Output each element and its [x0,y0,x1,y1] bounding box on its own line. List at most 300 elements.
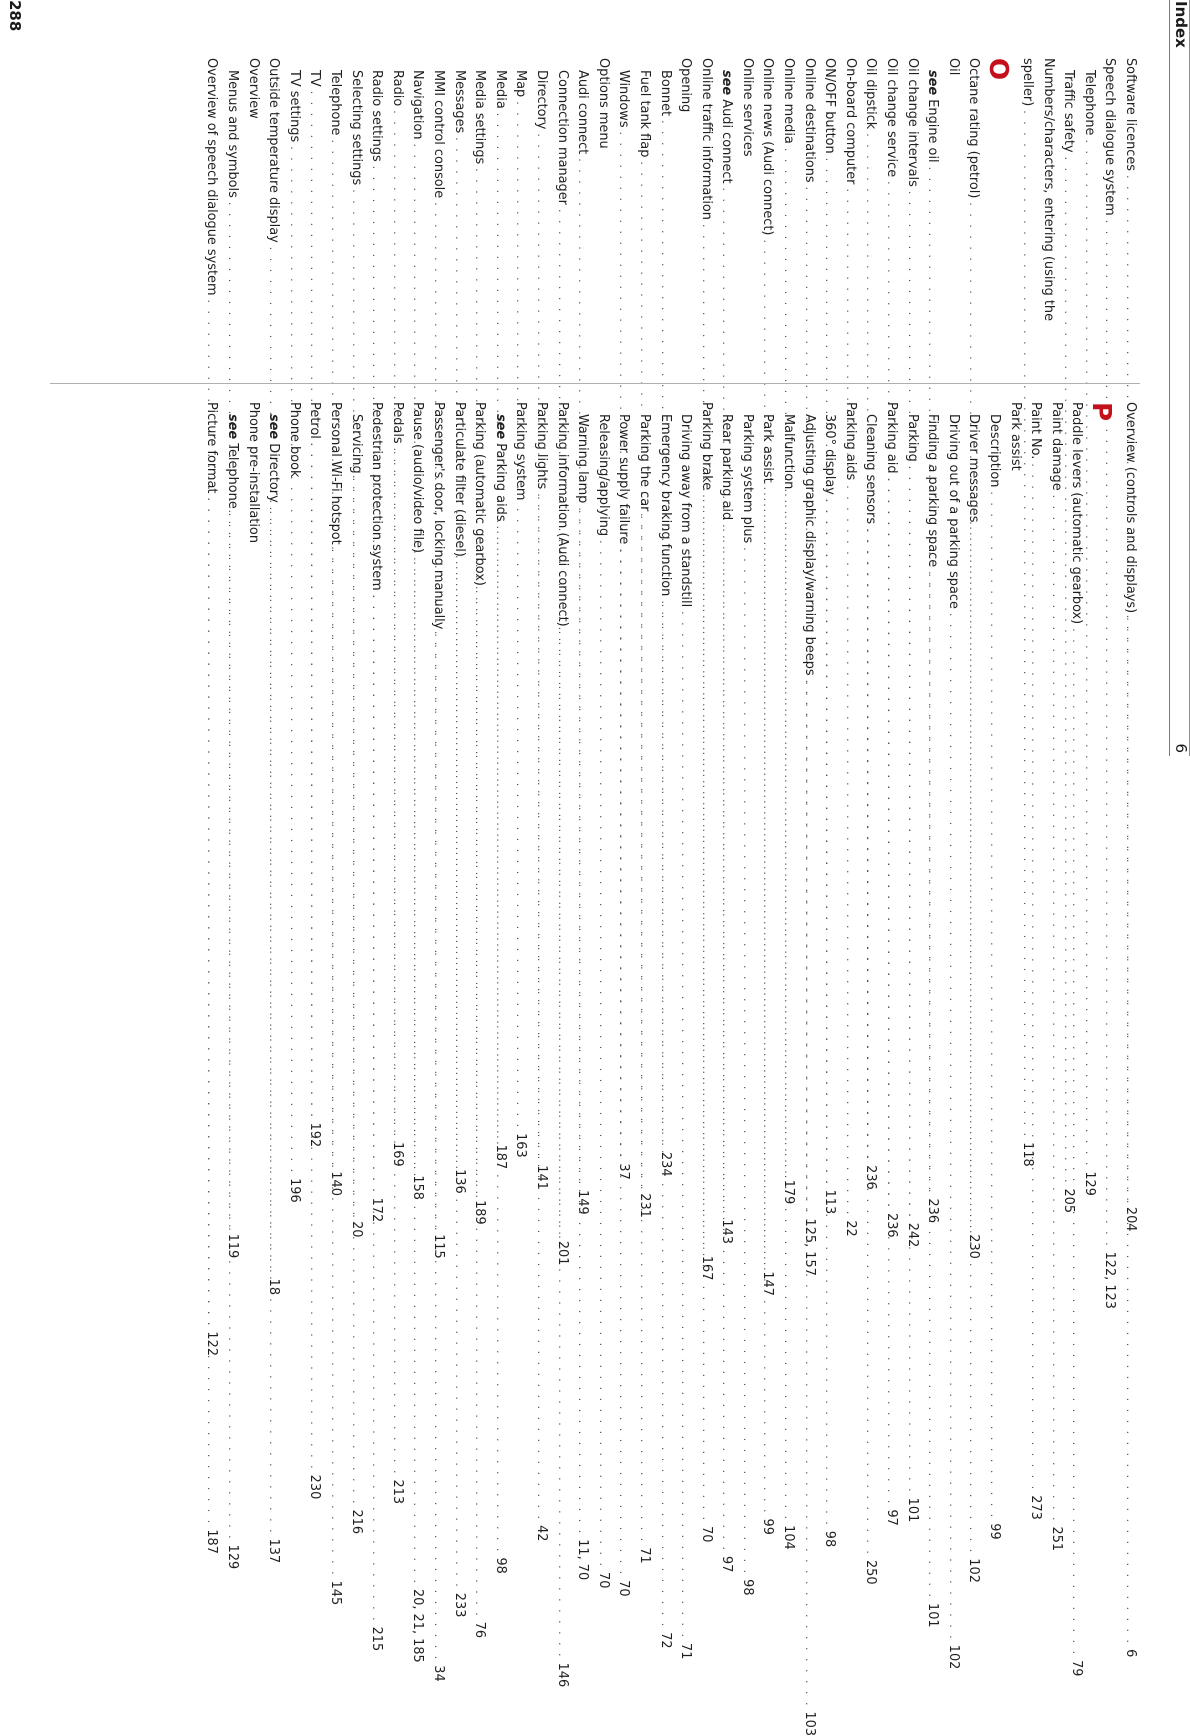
index-page-reference[interactable]: 70 [595,1572,611,1589]
index-page-reference[interactable]: 70 [698,1526,714,1543]
index-entry-text: Parking (automatic gearbox) [472,402,488,586]
index-entry-text: Parking brake [698,402,714,491]
index-entry-text: Audi connect [719,99,735,184]
index-entry-text: Online media [781,58,797,144]
index-entry-text: Overview (controls and displays) [1123,402,1138,614]
index-entry-term [1119,402,1140,613]
index-heading: Numbers/characters, entering (using the [1040,58,1056,321]
index-page-reference[interactable]: 242 [904,1222,920,1248]
index-entry-text: Parking aids [492,443,508,522]
index-entry-term [407,402,428,553]
index-entry-term [922,70,943,163]
index-entry-term [572,70,593,154]
index-entry-term [819,58,840,154]
index-entry-text: On-board computer [842,58,858,185]
index-entry-term [469,402,490,586]
index-entry-text: Finding a parking space [925,414,941,568]
index-entry-text: Octane rating (petrol) [966,58,982,199]
index-entry-text: Outside temperature display [266,58,282,243]
index-entry-text: Directory [533,70,549,130]
leader-dots [1045,495,1066,1523]
index-page-reference[interactable]: 167 [698,1255,714,1281]
leader-dots [798,680,819,1708]
see-reference-label: see [266,414,282,440]
index-entry-term [469,70,490,164]
index-entry-text: TV [307,70,323,87]
index-page-reference[interactable]: 22 [842,1220,858,1237]
index-page-reference[interactable]: 71 [636,1547,652,1564]
index-page-reference[interactable]: 204 [1123,1206,1138,1232]
index-page-reference[interactable]: 104 [781,1525,797,1550]
index-entry-term [675,414,696,607]
index-entry-term [963,414,984,522]
index-page-reference[interactable]: 11, 70 [575,1539,591,1581]
index-entry-term [304,402,325,439]
index-entry-term [736,414,757,543]
index-page-reference[interactable]: 98 [739,1579,755,1596]
index-page-reference[interactable]: 141 [533,1165,549,1190]
leader-dots [695,494,716,1522]
index-entry-term [839,58,860,184]
index-entry[interactable] [675,402,696,1660]
index-entry-text: Navigation [410,70,426,140]
section-letter: P [1086,402,1117,422]
index-entry-text: Menus and symbols [225,70,241,198]
leader-dots [551,631,572,1659]
index-entry-term [922,414,943,567]
index-entry-term [263,58,284,243]
index-entry[interactable] [304,58,325,1148]
index-entry-text: Parking aid [884,402,900,474]
index-entry-text: Messages [451,70,467,134]
index-entry-term [324,70,345,135]
leader-dots [489,526,510,1554]
index-entry-text: ON/OFF button [822,58,838,154]
index-entry[interactable] [1099,58,1120,1309]
index-entry-term [1058,70,1079,153]
leader-dots [736,547,757,1575]
leader-dots [304,443,325,1471]
index-entry-text: Parking information (Audi connect) [554,402,570,627]
index-entry-term [530,402,551,489]
index-entry-term [633,414,654,511]
leader-dots [427,633,448,1661]
index-entry-text: Pedestrian protection system [369,402,385,591]
index-entry-term [366,402,387,591]
see-reference-label: see [925,70,941,96]
index-entry-term [386,70,407,106]
index-entry-term [345,70,366,185]
leader-dots [675,611,696,1639]
index-entry-term [1099,58,1120,216]
index-entry-term [613,70,634,128]
index-entry-term [201,58,222,296]
index-entry-term [530,70,551,129]
index-entry-text: Radio settings [369,70,385,162]
index-entry-text: Picture format [204,402,220,494]
index-page-reference[interactable]: 230 [966,1234,982,1259]
index-entry-text: Telephone [1081,70,1097,136]
index-page-reference[interactable]: 149 [575,1190,591,1215]
index-entry-text: Oil dipstick [863,58,879,130]
leader-dots [633,515,654,1543]
index-entry-text: Media settings [472,70,488,165]
index-page-reference[interactable]: 98 [492,1557,508,1574]
index-entry-text: Parking system plus [739,414,755,544]
index-page-reference[interactable]: 71 [678,1643,694,1660]
index-heading: Parking aids [842,402,858,481]
index-page-reference[interactable]: 99 [760,1518,776,1535]
index-page-reference[interactable]: 169 [389,1142,405,1167]
page-title: Index [1172,1,1190,48]
index-entry-term [757,58,778,235]
index-entry-text: Rear parking aid [719,414,735,521]
index-page-reference[interactable]: 192 [307,1122,323,1148]
index-entry-term [386,402,407,444]
index-entry-term [489,414,510,522]
index-entry-text: Windows [616,70,632,128]
index-entry-text: Driving away from a standstill [678,414,694,608]
index-entry-term [613,414,634,544]
index-page-reference[interactable]: 236 [884,1213,900,1238]
index-entry-term [201,402,222,493]
index-entry[interactable] [983,402,1004,1540]
index-entry-term [819,414,840,495]
page-number: 288 [6,0,24,32]
index-heading: Opening [678,58,694,113]
index-entry-text: speller) [1020,58,1036,107]
index-entry-text: Particulate filter (diesel) [451,402,467,557]
leader-dots [592,540,613,1568]
index-heading: Options menu [595,58,611,149]
leader-dots [221,513,242,1541]
index-page-reference[interactable]: 236 [925,1198,941,1224]
index-entry-text: Paddle levers (automatic gearbox) [1069,402,1085,625]
index-page-reference[interactable]: 18 [266,1278,282,1296]
index-entry-text: Directory [266,443,282,503]
index-entry-text: Selecting settings [348,70,364,186]
index-entry-term [407,70,428,140]
index-heading: Online services [739,58,755,157]
index-page-reference[interactable]: 213 [389,1479,405,1505]
leader-dots [386,448,407,1476]
leader-dots [366,595,387,1623]
index-entry-term [716,414,737,520]
index-page-reference[interactable]: 196 [286,1178,302,1203]
index-page-reference[interactable]: 179 [781,1179,797,1205]
index-entry-term [345,414,366,474]
leader-dots [448,561,469,1589]
see-reference-label: see [225,414,241,440]
index-entry-text: Telephone [328,70,344,136]
index-entry-term [366,70,387,162]
index-page-reference[interactable]: 147 [760,1271,776,1296]
index-page-reference[interactable]: 125, 157 [801,1218,817,1276]
index-page-reference[interactable]: 102 [966,1558,982,1583]
index-entry-text: Online traffic information [698,58,714,220]
index-entry-term [798,58,819,183]
index-page-reference[interactable]: 163 [513,1133,529,1158]
see-reference-label: see [492,414,508,440]
index-entry-text: Emergency braking function [657,414,673,597]
index-entry-text: Pause (audio/video file) [410,402,426,554]
leader-dots [613,548,634,1576]
index-page-reference[interactable]: 273 [1028,1495,1044,1520]
leader-dots [1066,628,1087,1656]
index-entry-text: Telephone [225,443,241,509]
index-page-reference[interactable]: 146 [554,1662,570,1688]
leader-dots [263,507,284,1535]
index-page-reference[interactable]: 101 [925,1603,941,1628]
index-page-reference[interactable]: 101 [904,1497,920,1523]
index-entry-term [880,402,901,474]
index-entry-text: Releasing/applying [595,414,611,537]
index-entry-text: Audi connect [575,70,591,155]
index-entry-text: Personal Wi-Fi hotspot [328,402,344,545]
index-heading: Parking system [513,402,529,501]
leader-dots [654,600,675,1628]
index-entry-term [1045,402,1066,491]
index-entry-term [880,58,901,177]
column-divider [50,383,1140,384]
index-page-reference[interactable]: 140 [328,1171,344,1196]
index-heading: Oil [945,58,961,76]
index-page-reference[interactable]: 231 [636,1193,652,1218]
index-entry-text: Oil change service [884,58,900,178]
index-entry-text: Parking the car [636,414,652,512]
index-page-reference[interactable]: 236 [863,1165,879,1190]
index-page-reference[interactable]: 158 [410,1175,426,1201]
index-entry-text: Adjusting graphic display/warning beeps [801,414,817,676]
index-entry-term [695,58,716,220]
index-entry-text: Radio [389,70,405,107]
index-entry-text: Driving out of a parking space [945,414,961,609]
leader-dots [778,493,799,1521]
index-entry-term [860,58,881,129]
index-entry-term [1016,58,1037,106]
index-entry-text: Map [513,70,529,98]
header-rule [1169,0,1170,756]
index-entry-text: Online news (Audi connect) [760,58,776,236]
index-entry-term [983,414,1004,487]
index-entry-term [510,70,531,97]
index-entry-term [778,414,799,489]
index-entry-text: Paint No. [1028,402,1044,460]
leader-dots [530,493,551,1521]
index-page-reference[interactable]: 119 [225,1233,241,1259]
index-entry-term [716,70,737,184]
index-page-reference[interactable]: 118 [1020,1142,1036,1167]
index-entry-term [633,70,654,157]
index-entry-term [263,414,284,503]
index-page-reference[interactable]: 70 [616,1580,632,1597]
index-entry[interactable] [592,402,613,1589]
index-entry[interactable] [942,402,963,1670]
index-page-reference[interactable]: 102 [945,1644,961,1670]
index-entry-text: Traffic safety [1061,70,1077,153]
leader-dots [880,478,901,1506]
index-heading: Overview [245,58,261,119]
leader-dots [469,590,490,1618]
leader-dots [922,571,943,1599]
leader-dots [757,487,778,1515]
index-entry-text: Media [492,70,508,109]
index-page-reference[interactable]: 172 [369,1197,385,1223]
index-page-reference[interactable]: 137 [266,1538,282,1564]
index-entry[interactable] [736,402,757,1596]
index-page-reference[interactable]: 205 [1061,1188,1077,1214]
index-entry-text: Park assist [760,414,776,483]
leader-dots [324,549,345,1577]
index-entry-text: Malfunction [781,414,797,490]
index-page-reference[interactable]: 79 [1069,1660,1085,1677]
index-entry-text: Speech dialogue system [1102,58,1118,216]
index-entry-term [963,58,984,198]
index-entry-term [860,414,881,524]
leader-dots [201,497,222,1525]
index-page-reference[interactable]: 143 [719,1219,735,1245]
index-page-reference[interactable]: 234 [657,1151,673,1177]
index-page-reference[interactable]: 42 [533,1525,549,1542]
index-entry[interactable] [1078,58,1099,1196]
index-entry-term [221,414,242,509]
index-entry-text: Engine oil [925,99,941,163]
index-page-reference[interactable]: 187 [204,1529,220,1554]
index-page-reference[interactable]: 250 [863,1559,879,1585]
index-entry-text: Connection manager [554,70,570,205]
index-entry-text: MMI control console [431,70,446,199]
index-page-reference[interactable]: 136 [451,1169,467,1194]
index-entry-term [448,70,469,133]
leader-dots [819,499,840,1527]
index-entry-term [1066,402,1087,624]
index-page-reference[interactable]: 216 [348,1509,364,1535]
index-entry-text: Software licences [1123,58,1138,172]
index-entry-term [304,70,325,87]
index-entry-term [221,70,242,198]
index-page-reference[interactable]: 72 [657,1632,673,1649]
leader-dots [860,528,881,1556]
index-entry-term [1119,58,1140,171]
index-entry-text: Petrol [307,402,323,439]
index-entry-term [901,414,922,462]
index-entry-text: Online destinations [801,58,817,183]
index-page-reference[interactable]: 76 [472,1621,488,1639]
index-entry-term [489,70,510,109]
index-entry-text: Paint damage [1048,402,1064,491]
index-page-reference[interactable]: 129 [225,1544,241,1570]
index-page-reference[interactable]: 37 [616,1163,632,1180]
leader-dots [1025,463,1046,1491]
index-entry-term [324,402,345,545]
index-entry-text: Pedals [389,402,405,444]
index-page-reference[interactable]: 97 [719,1556,735,1573]
index-page-reference[interactable]: 230 [307,1474,323,1500]
index-page-reference[interactable]: 145 [328,1580,344,1606]
index-entry-text: Fuel tank flap [636,70,652,158]
index-page-reference[interactable]: 189 [472,1200,488,1225]
index-entry-term [1078,70,1099,135]
index-entry-text: Parking lights [533,402,549,490]
index-page-reference[interactable]: 115 [431,1234,446,1259]
index-entry-term [592,414,613,536]
index-entry-text: Parking [904,414,920,462]
leader-dots [901,466,922,1494]
index-entry-term [757,414,778,483]
index-entry-term [448,402,469,557]
index-page-reference[interactable]: 187 [492,1144,508,1170]
index-entry-term [283,70,304,142]
index-page-reference[interactable]: 6 [1123,1649,1138,1658]
index-entry-text: Cleaning sensors [863,414,879,525]
index-page-reference[interactable]: 129 [1081,1171,1097,1196]
index-entry-text: Bonnet [657,70,673,117]
index-entry-text: Power supply failure [616,414,632,545]
index-page-reference[interactable]: 97 [884,1509,900,1526]
index-entry-text: TV settings [286,70,302,143]
index-page-reference[interactable]: 122, 123 [1102,1251,1118,1309]
see-reference-label: see [719,70,735,96]
index-entry-term [572,414,593,503]
index-entry-term [654,414,675,596]
index-page-reference[interactable]: 20, 21, 185 [410,1588,426,1663]
leader-dots [345,478,366,1506]
index-page-reference[interactable]: 103 [801,1711,817,1736]
index-entry-term [901,58,922,187]
index-entry-term [551,70,572,205]
leader-dots [942,613,963,1641]
index-entry-text: Oil change intervals [904,58,920,187]
index-page-reference[interactable]: 20 [348,1221,364,1238]
index-page-reference[interactable]: 113 [822,1189,838,1215]
index-page-reference[interactable]: 233 [451,1592,467,1618]
index-entry[interactable] [1045,402,1066,1552]
index-entry-term [942,414,963,609]
leader-dots [983,491,1004,1519]
index-entry-term [798,414,819,676]
index-entry-term [695,402,716,490]
index-entry-text: Servicing [348,414,364,474]
index-page-reference[interactable]: 98 [822,1530,838,1548]
leader-dots [407,557,428,1585]
index-entry-term [778,58,799,144]
index-entry-text: Passenger's door, locking manually [431,402,446,630]
header-reference-number: 6 [1172,743,1190,753]
leader-dots [963,526,984,1554]
page-header [1160,0,1190,756]
leader-dots [572,507,593,1535]
index-page-reference[interactable]: 215 [369,1626,385,1652]
index-entry-term [1025,402,1046,459]
index-entry-term [427,402,448,629]
index-heading: Park assist [1007,402,1023,471]
index-heading: Phone pre-installation [245,402,261,543]
index-page-reference[interactable]: 201 [554,1240,570,1266]
index-entry-text: 360° display [822,414,838,495]
leader-dots [1119,617,1140,1645]
index-page-reference[interactable]: 251 [1048,1526,1064,1552]
index-page-reference[interactable]: 99 [987,1523,1003,1540]
index-page-reference[interactable]: 122 [204,1331,220,1357]
index-page-reference[interactable]: 34 [431,1665,446,1682]
index-entry-text: Driver messages [966,414,982,523]
index-entry-term [551,402,572,627]
index-entry-text: Overview of speech dialogue system [204,58,220,296]
section-letter: O [983,58,1014,81]
index-entry-term [654,70,675,116]
index-entry-text: Description [987,414,1003,488]
index-heading: Phone book [286,402,302,478]
